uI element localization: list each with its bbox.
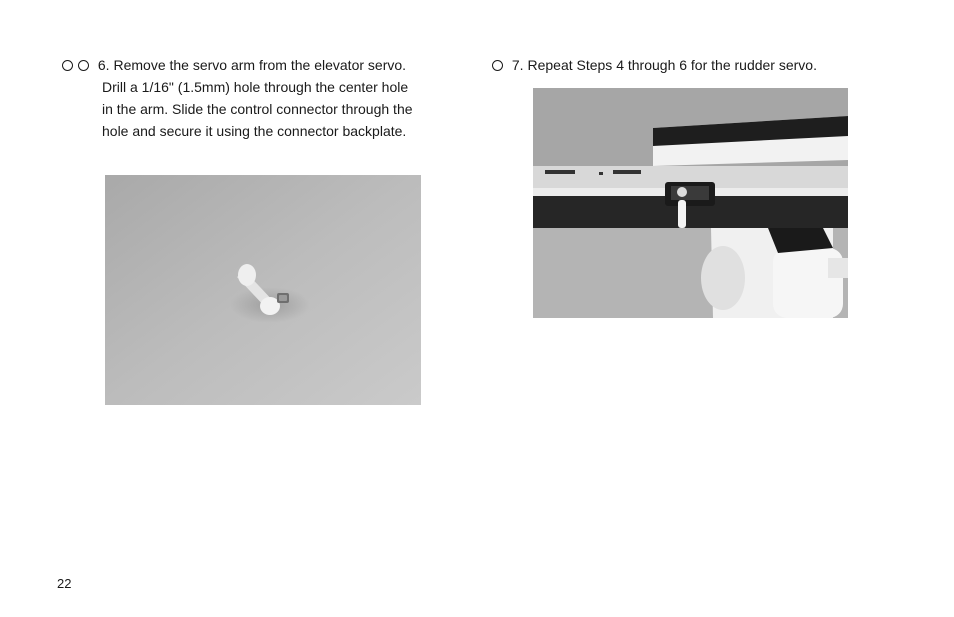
step-6-number: 6. xyxy=(97,57,110,73)
checkbox-circle-icon[interactable] xyxy=(78,60,89,71)
rudder-servo-photo xyxy=(533,88,848,318)
checkbox-circle-icon[interactable] xyxy=(492,60,503,71)
step-6-text: Remove the servo arm from the elevator servo. Drill a 1/16" (1.5mm) hole through the center hole in the arm. Slide the control connector through the hole and secure it using the connector backplate. xyxy=(102,57,413,139)
page-number: 22 xyxy=(57,576,72,591)
rudder-servo-image xyxy=(533,88,848,318)
step-7-number: 7. xyxy=(511,57,524,73)
servo-arm-image xyxy=(105,175,421,405)
servo-arm-photo xyxy=(105,175,421,405)
step-7 xyxy=(492,54,892,76)
checkbox-circle-icon[interactable] xyxy=(62,60,73,71)
step-7-text: Repeat Steps 4 through 6 for the rudder servo. xyxy=(527,57,817,73)
step-6 xyxy=(62,54,422,142)
